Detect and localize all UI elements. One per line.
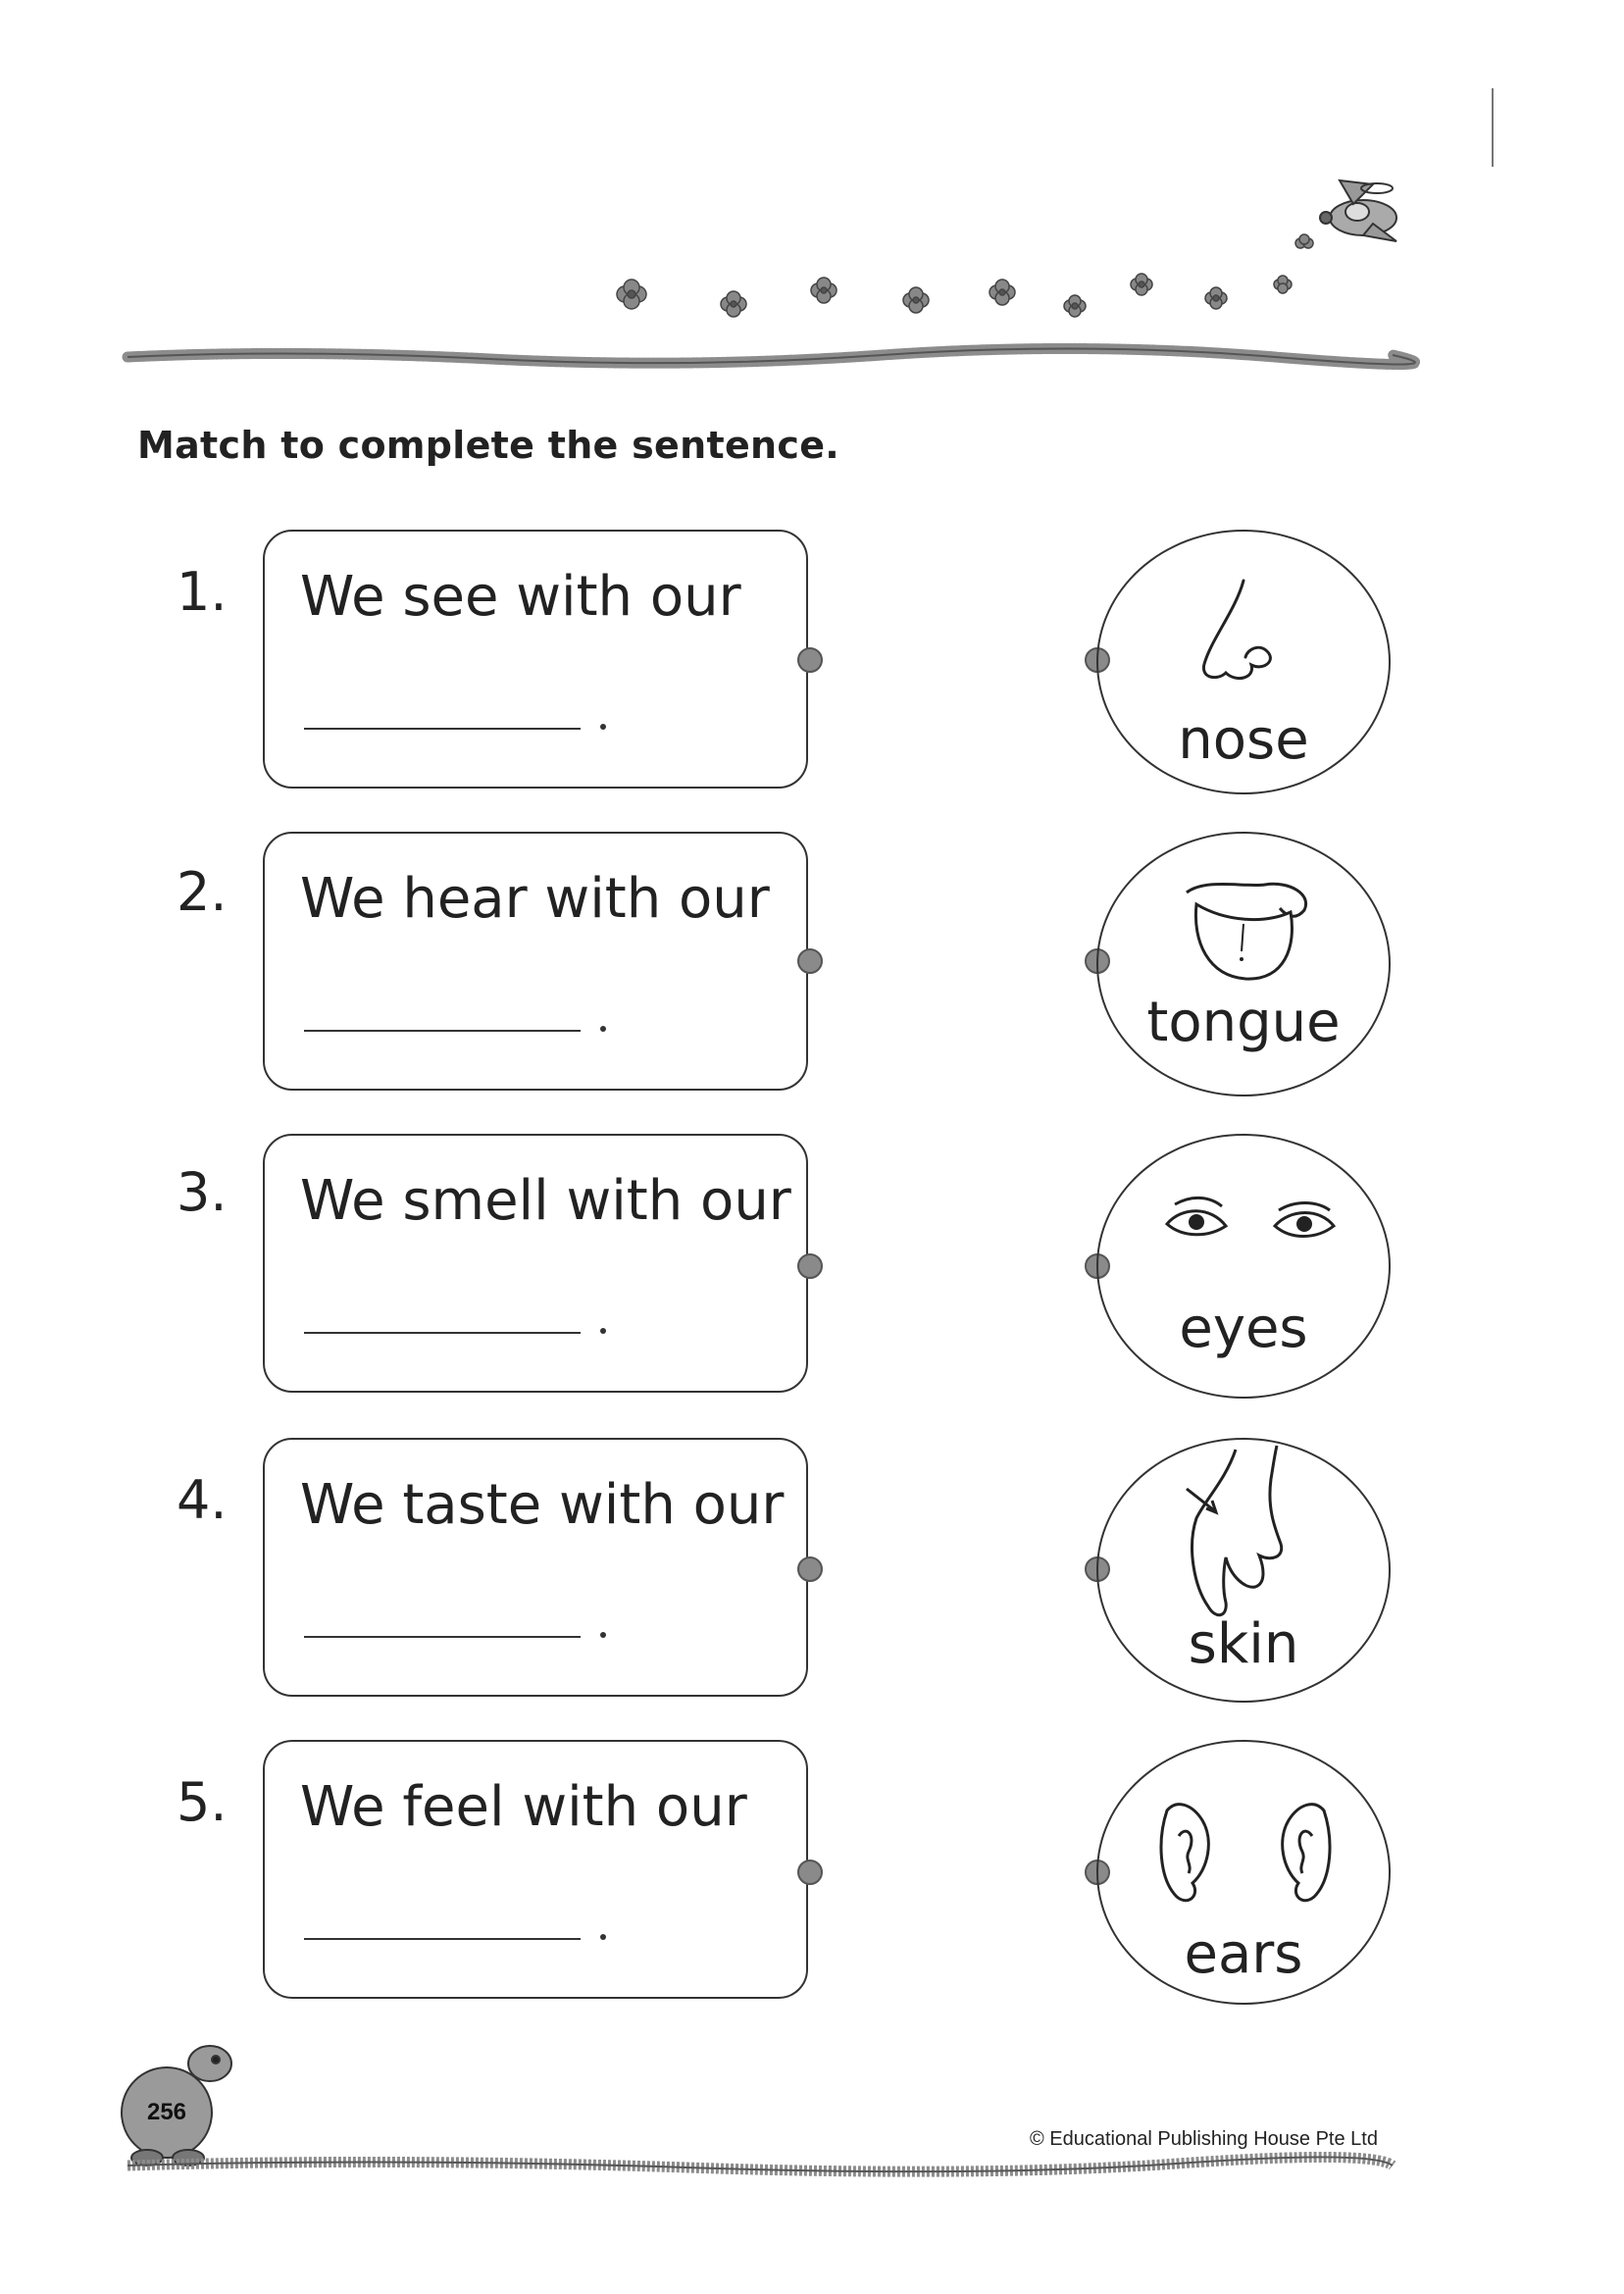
full-stop — [600, 1328, 606, 1334]
answer-blank-5[interactable] — [304, 1938, 581, 1940]
copyright-notice: © Educational Publishing House Pte Ltd — [1030, 2128, 1378, 2150]
answer-label-eyes: eyes — [1179, 1297, 1308, 1360]
sentence-box-3 — [263, 1134, 808, 1393]
answer-label-ears: ears — [1184, 1922, 1303, 1986]
match-dot-sentence-1[interactable] — [797, 647, 823, 673]
full-stop — [600, 1026, 606, 1032]
flower-trail-icon — [617, 234, 1313, 317]
eyes-icon — [1098, 1136, 1393, 1401]
question-number-1: 1. — [177, 561, 228, 623]
answer-label-tongue: tongue — [1146, 991, 1341, 1054]
full-stop — [600, 1632, 606, 1638]
instruction-heading: Match to complete the sentence. — [137, 424, 840, 467]
answer-circle-ears — [1096, 1740, 1391, 2005]
sentence-text-2: We hear with our — [300, 867, 770, 931]
sentence-box-4 — [263, 1438, 808, 1697]
sentence-text-5: We feel with our — [300, 1775, 747, 1839]
plane-icon — [1320, 180, 1396, 241]
top-divider — [127, 348, 1415, 364]
match-dot-sentence-2[interactable] — [797, 948, 823, 974]
sentence-text-1: We see with our — [300, 565, 741, 629]
answer-blank-1[interactable] — [304, 728, 581, 730]
question-number-2: 2. — [177, 861, 228, 923]
sentence-text-4: We taste with our — [300, 1473, 785, 1537]
answer-blank-4[interactable] — [304, 1636, 581, 1638]
full-stop — [600, 1934, 606, 1940]
match-dot-sentence-5[interactable] — [797, 1860, 823, 1885]
question-number-5: 5. — [177, 1771, 228, 1833]
sentence-box-1 — [263, 530, 808, 789]
question-number-4: 4. — [177, 1469, 228, 1531]
answer-circle-nose — [1096, 530, 1391, 794]
answer-blank-3[interactable] — [304, 1332, 581, 1334]
sentence-text-3: We smell with our — [300, 1169, 791, 1233]
match-dot-sentence-3[interactable] — [797, 1253, 823, 1279]
answer-circle-eyes — [1096, 1134, 1391, 1399]
answer-circle-skin — [1096, 1438, 1391, 1703]
question-number-3: 3. — [177, 1161, 228, 1223]
full-stop — [600, 724, 606, 730]
answer-blank-2[interactable] — [304, 1030, 581, 1032]
tongue-icon — [1098, 834, 1393, 1098]
match-dot-sentence-4[interactable] — [797, 1556, 823, 1582]
top-decoration — [0, 0, 1624, 392]
sentence-box-5 — [263, 1740, 808, 1999]
page-number: 256 — [146, 2099, 187, 2125]
bottom-decoration — [0, 2011, 1624, 2266]
answer-circle-tongue — [1096, 832, 1391, 1096]
answer-label-nose: nose — [1178, 708, 1309, 772]
answer-label-skin: skin — [1188, 1612, 1299, 1676]
sentence-box-2 — [263, 832, 808, 1091]
